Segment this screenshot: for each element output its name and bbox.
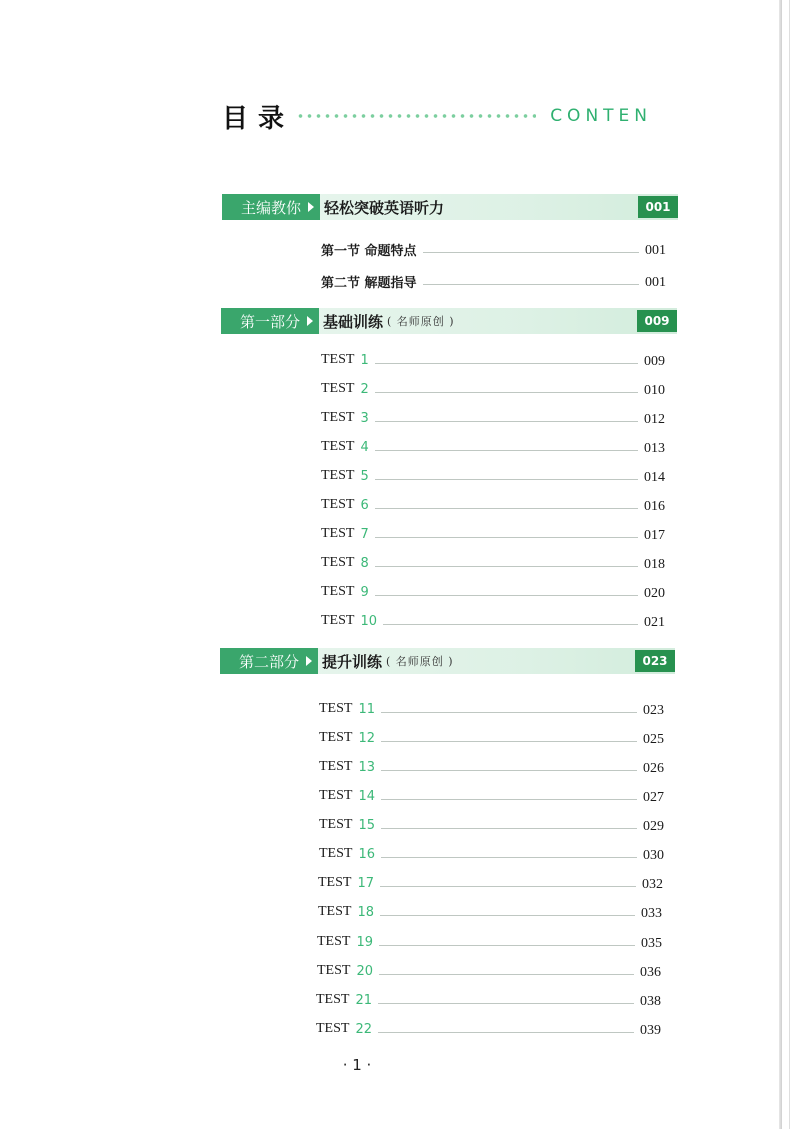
entry-title: 第一节 命题特点 [321,243,417,259]
toc-title: 目录 [222,103,295,134]
leader-line [381,770,637,771]
entry-word: TEST [317,934,351,949]
leader-line [375,566,638,567]
entry-word: TEST [321,468,355,483]
toc-entry[interactable] [317,932,662,952]
entry-number: 10 [360,613,377,629]
entry-number: 7 [360,526,369,542]
toc-entry[interactable] [319,844,664,864]
toc-entry[interactable] [321,495,665,515]
leader-line [375,363,638,364]
toc-entry[interactable] [317,961,661,981]
entry-word: TEST [321,526,355,541]
section-title: 轻松突破英语听力 [324,198,445,217]
leader-line [375,595,638,596]
section-page: 001 [638,196,678,218]
toc-entry[interactable] [318,873,663,893]
entry-page: 035 [641,936,662,951]
entry-page: 036 [640,965,661,980]
entry-number: 1 [360,352,369,368]
section-note: ( 名师原创 ) [386,655,454,668]
entry-page: 012 [644,412,665,427]
entry-number: 2 [360,381,369,397]
toc-entry[interactable] [321,350,665,370]
entry-page: 026 [643,761,664,776]
section-title: 基础训练 [323,312,384,331]
leader-line [381,799,637,800]
entry-page: 014 [644,470,665,485]
entry-number: 14 [358,788,375,804]
leader-line [375,508,638,509]
entry-number: 21 [355,992,372,1008]
entry-word: TEST [319,730,353,745]
entry-page: 016 [644,499,665,514]
toc-entry[interactable] [316,1019,661,1039]
entry-page: 030 [643,848,664,863]
toc-entry[interactable] [321,582,665,602]
section-label: 第二部分 [220,648,318,674]
leader-line [380,886,636,887]
toc-entry[interactable] [321,553,665,573]
entry-word: TEST [321,410,355,425]
toc-entry[interactable] [321,379,665,399]
leader-line [423,284,639,285]
section-page: 009 [637,310,677,332]
section-label: 第一部分 [221,308,319,334]
entry-word: TEST [321,497,355,512]
page-edge-shadow [779,0,782,1129]
toc-entry[interactable] [319,699,664,719]
entry-page: 017 [644,528,665,543]
toc-entry[interactable] [321,408,665,428]
entry-word: TEST [321,555,355,570]
entry-number: 3 [360,410,369,426]
entry-page: 038 [640,994,661,1009]
section-note: ( 名师原创 ) [387,315,455,328]
section-name [319,308,455,334]
entry-word: TEST [321,584,355,599]
page-number: · 1 · [342,1056,372,1074]
entry-word: TEST [318,875,352,890]
section-header[interactable] [221,308,677,334]
leader-line [383,624,638,625]
entry-number: 19 [356,934,373,950]
entry-word: TEST [321,381,355,396]
leader-line [381,741,637,742]
entry-number: 13 [358,759,375,775]
leader-line [378,1003,634,1004]
toc-header [222,96,652,136]
toc-entry[interactable] [321,466,665,486]
entry-number: 18 [357,904,374,920]
arrow-icon [306,656,312,666]
entry-title: 第二节 解题指导 [321,275,417,291]
toc-entry[interactable] [321,239,666,259]
leader-line [380,915,635,916]
section-name [318,648,454,674]
toc-entry[interactable] [321,271,666,291]
arrow-icon [308,202,314,212]
entry-number: 4 [360,439,369,455]
entry-number: 16 [358,846,375,862]
leader-line [381,857,637,858]
page-edge-line [789,0,790,1129]
entry-page: 009 [644,354,665,369]
leader-line [381,712,637,713]
entry-page: 027 [643,790,664,805]
entry-page: 032 [642,877,663,892]
section-title: 提升训练 [322,652,383,671]
leader-line [375,450,638,451]
leader-line [379,974,634,975]
entry-word: TEST [319,701,353,716]
leader-line [375,479,638,480]
entry-page: 001 [645,275,666,290]
section-header[interactable] [222,194,678,220]
toc-title-english: CONTEN [550,106,652,126]
entry-number: 17 [357,875,374,891]
toc-entry[interactable] [321,611,665,631]
toc-entry[interactable] [321,524,665,544]
leader-line [375,392,638,393]
entry-word: TEST [319,759,353,774]
entry-page: 018 [644,557,665,572]
entry-page: 010 [644,383,665,398]
entry-number: 9 [360,584,369,600]
entry-number: 12 [358,730,375,746]
arrow-icon [307,316,313,326]
entry-word: TEST [321,352,355,367]
toc-entry[interactable] [316,990,661,1010]
entry-number: 8 [360,555,369,571]
entry-word: TEST [319,817,353,832]
entry-word: TEST [321,439,355,454]
toc-entry[interactable] [319,757,664,777]
entry-word: TEST [316,1021,350,1036]
leader-line [381,828,637,829]
entry-page: 029 [643,819,664,834]
entry-number: 22 [355,1021,372,1037]
entry-page: 023 [643,703,664,718]
section-page: 023 [635,650,675,672]
entry-number: 6 [360,497,369,513]
entry-page: 020 [644,586,665,601]
toc-entry[interactable] [319,786,664,806]
entry-page: 001 [645,243,666,258]
entry-word: TEST [319,846,353,861]
toc-entry[interactable] [319,728,664,748]
section-label: 主编教你 [222,194,320,220]
entry-number: 11 [358,701,375,717]
toc-entry[interactable] [319,815,664,835]
entry-word: TEST [319,788,353,803]
section-name [320,194,448,220]
leader-line [423,252,639,253]
entry-page: 033 [641,906,662,921]
entry-page: 039 [640,1023,661,1038]
entry-page: 021 [644,615,665,630]
entry-word: TEST [318,904,352,919]
toc-entry[interactable] [321,437,665,457]
leader-line [375,421,638,422]
dotted-divider [296,113,536,119]
entry-number: 15 [358,817,375,833]
section-header[interactable] [220,648,675,674]
entry-page: 013 [644,441,665,456]
toc-entry[interactable] [318,902,662,922]
entry-word: TEST [321,613,355,628]
leader-line [378,1032,634,1033]
leader-line [379,945,635,946]
leader-line [375,537,638,538]
entry-word: TEST [316,992,350,1007]
entry-word: TEST [317,963,351,978]
entry-page: 025 [643,732,664,747]
entry-number: 20 [356,963,373,979]
entry-number: 5 [360,468,369,484]
